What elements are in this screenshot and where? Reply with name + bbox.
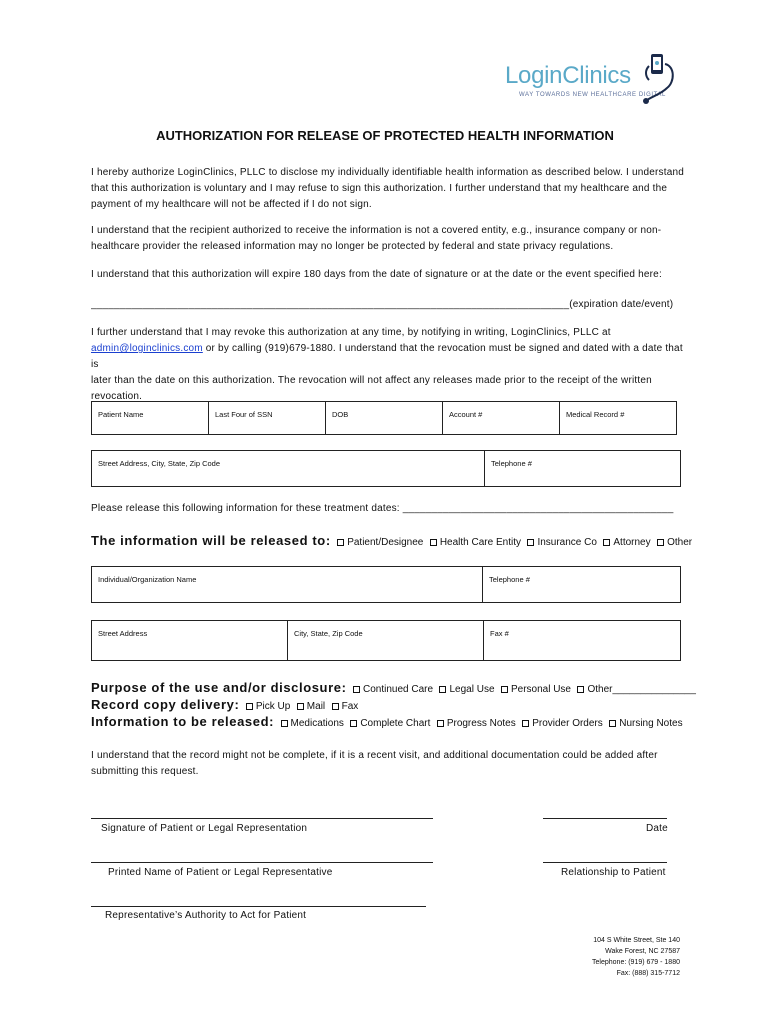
signature-label: Signature of Patient or Legal Representation (101, 823, 308, 834)
option-label: Personal Use (510, 684, 571, 695)
authority-label: Representative’s Authority to Act for Patient (105, 910, 307, 921)
paragraph-recipient (91, 223, 691, 255)
relationship-label: Relationship to Patient (561, 867, 666, 878)
address-line: Wake Forest, NC 27587 (605, 948, 680, 955)
field-label: Street Address, City, State, Zip Code (98, 459, 220, 468)
account-field[interactable] (442, 401, 560, 435)
option-personal-use[interactable] (499, 684, 571, 695)
option-label: Legal Use (449, 684, 495, 695)
field-label: Individual/Organization Name (98, 575, 197, 584)
recipient-fax-field[interactable] (483, 620, 681, 661)
text-line: submitting this request. (91, 766, 199, 777)
checkbox[interactable] (350, 720, 357, 727)
option-label: Progress Notes (446, 718, 516, 729)
text-span: or by calling (919)679-1880. I understand that the revocation must be signed and dated with a date that is (91, 343, 683, 370)
option-label: Other (667, 537, 693, 548)
paragraph-expiration: I understand that this authorization will expire 180 days from the date of signature or at the date or the event specified here: (91, 269, 662, 280)
patient-address-field[interactable] (91, 450, 485, 487)
option-continued-care[interactable] (351, 684, 433, 695)
option-label: Nursing Notes (619, 718, 683, 729)
option-label: Fax (341, 701, 359, 712)
option-pick-up[interactable] (244, 701, 290, 712)
option-label: Pick Up (255, 701, 291, 712)
checkbox[interactable] (430, 539, 437, 546)
option-progress-notes[interactable] (435, 718, 516, 729)
address-line: 104 S White Street, Ste 140 (593, 937, 680, 944)
field-label: DOB (332, 410, 349, 419)
disclaimer (91, 748, 691, 780)
checkbox[interactable] (246, 703, 253, 710)
option-nursing-notes[interactable] (607, 718, 682, 729)
purpose-row (91, 679, 696, 697)
option-label: Complete Chart (360, 718, 431, 729)
checkbox[interactable] (353, 686, 360, 693)
option-label: Provider Orders (532, 718, 603, 729)
text-line: payment of my healthcare will not be affected if I do not sign. (91, 199, 372, 210)
checkbox[interactable] (603, 539, 610, 546)
field-label: City, State, Zip Code (294, 629, 363, 638)
address-line: Fax: (888) 315-7712 (616, 970, 680, 977)
text-line: healthcare provider the released information may no longer be protected by federal and state privacy regulations. (91, 241, 614, 252)
option-label: Continued Care (362, 684, 434, 695)
option-legal-use[interactable] (437, 684, 494, 695)
authority-line[interactable] (91, 906, 426, 907)
field-label: Medical Record # (566, 410, 625, 419)
date-line[interactable] (543, 818, 667, 819)
delivery-heading: Record copy delivery: (91, 697, 240, 712)
medical-record-field[interactable] (559, 401, 677, 435)
option-other[interactable] (655, 537, 692, 548)
text-line: revocation. (91, 391, 143, 402)
purpose-heading: Purpose of the use and/or disclosure: (91, 680, 347, 695)
date-label: Date (646, 823, 668, 834)
relationship-line[interactable] (543, 862, 667, 863)
checkbox[interactable] (297, 703, 304, 710)
option-label: Mail (306, 701, 326, 712)
checkbox[interactable] (522, 720, 529, 727)
option-label: Medications (290, 718, 344, 729)
field-label: Telephone # (489, 575, 530, 584)
checkbox[interactable] (577, 686, 584, 693)
option-fax[interactable] (330, 701, 359, 712)
checkbox[interactable] (527, 539, 534, 546)
clinic-address (480, 935, 680, 979)
delivery-row (91, 696, 358, 714)
logo (503, 58, 683, 108)
option-label: Patient/Designee (347, 537, 424, 548)
option-purpose-other[interactable] (575, 684, 695, 695)
ssn-field[interactable] (208, 401, 326, 435)
option-attorney[interactable] (601, 537, 650, 548)
stethoscope-phone-icon (643, 52, 679, 108)
field-label: Street Address (98, 629, 148, 638)
paragraph-authorization (91, 165, 691, 213)
signature-line[interactable] (91, 818, 433, 819)
option-label: Insurance Co (537, 537, 597, 548)
field-label: Last Four of SSN (215, 410, 273, 419)
recipient-city-field[interactable] (287, 620, 484, 661)
checkbox[interactable] (437, 720, 444, 727)
treatment-dates-field[interactable]: Please release this following information for these treatment dates: _______________________________________________ (91, 503, 674, 514)
recipient-street-field[interactable] (91, 620, 288, 661)
organization-name-field[interactable] (91, 566, 483, 603)
form-title: AUTHORIZATION FOR RELEASE OF PROTECTED HEALTH INFORMATION (156, 128, 614, 143)
email-link[interactable]: admin@loginclinics.com (91, 343, 203, 354)
text-line (91, 341, 691, 373)
logo-text: LoginClinics (505, 62, 631, 89)
text-line: I understand that the recipient authorized to receive the information is not a covered entity, e.g., insurance company or non- (91, 225, 662, 236)
text-line: I hereby authorize LoginClinics, PLLC to disclose my individually identifiable health information as described below. I understand (91, 167, 684, 178)
address-line: Telephone: (919) 679 - 1880 (592, 959, 680, 966)
logo-tagline: WAY TOWARDS NEW HEALTHCARE DIGITAL (519, 92, 666, 98)
option-patient-designee[interactable] (335, 537, 423, 548)
option-label: Health Care Entity (439, 537, 521, 548)
checkbox[interactable] (332, 703, 339, 710)
option-mail[interactable] (295, 701, 325, 712)
paragraph-revocation (91, 325, 691, 405)
field-label: Telephone # (491, 459, 532, 468)
recipient-telephone-field[interactable] (482, 566, 681, 603)
printed-name-line[interactable] (91, 862, 433, 863)
option-medications[interactable] (279, 718, 344, 729)
info-released-row (91, 713, 683, 731)
info-released-heading: Information to be released: (91, 714, 275, 729)
checkbox[interactable] (501, 686, 508, 693)
field-label: Fax # (490, 629, 509, 638)
option-complete-chart[interactable] (348, 718, 430, 729)
expiration-field[interactable]: ___________________________________________________________________________________(expiration date/event) (91, 299, 674, 310)
option-insurance-co[interactable] (525, 537, 596, 548)
option-label: Other_______________ (587, 684, 696, 695)
text-line: that this authorization is voluntary and I may refuse to sign this authorization. I further understand that my healthcare and the (91, 183, 668, 194)
field-label: Patient Name (98, 410, 144, 419)
patient-telephone-field[interactable] (484, 450, 681, 487)
text-line: I further understand that I may revoke this authorization at any time, by notifying in writing, LoginClinics, PLLC at (91, 327, 611, 338)
released-to-heading: The information will be released to: (91, 533, 331, 548)
option-health-care-entity[interactable] (428, 537, 521, 548)
checkbox[interactable] (657, 539, 664, 546)
text-line: later than the date on this authorization. The revocation will not affect any releases made prior to the receipt of the written (91, 375, 652, 386)
field-label: Account # (449, 410, 483, 419)
checkbox[interactable] (439, 686, 446, 693)
printed-name-label: Printed Name of Patient or Legal Representative (108, 867, 333, 878)
patient-name-field[interactable] (91, 401, 209, 435)
text-line: I understand that the record might not be complete, if it is a recent visit, and additional documentation could be added after (91, 750, 658, 761)
checkbox[interactable] (609, 720, 616, 727)
dob-field[interactable] (325, 401, 443, 435)
option-provider-orders[interactable] (520, 718, 603, 729)
option-label: Attorney (613, 537, 651, 548)
checkbox[interactable] (337, 539, 344, 546)
released-to-row (91, 532, 692, 550)
checkbox[interactable] (281, 720, 288, 727)
